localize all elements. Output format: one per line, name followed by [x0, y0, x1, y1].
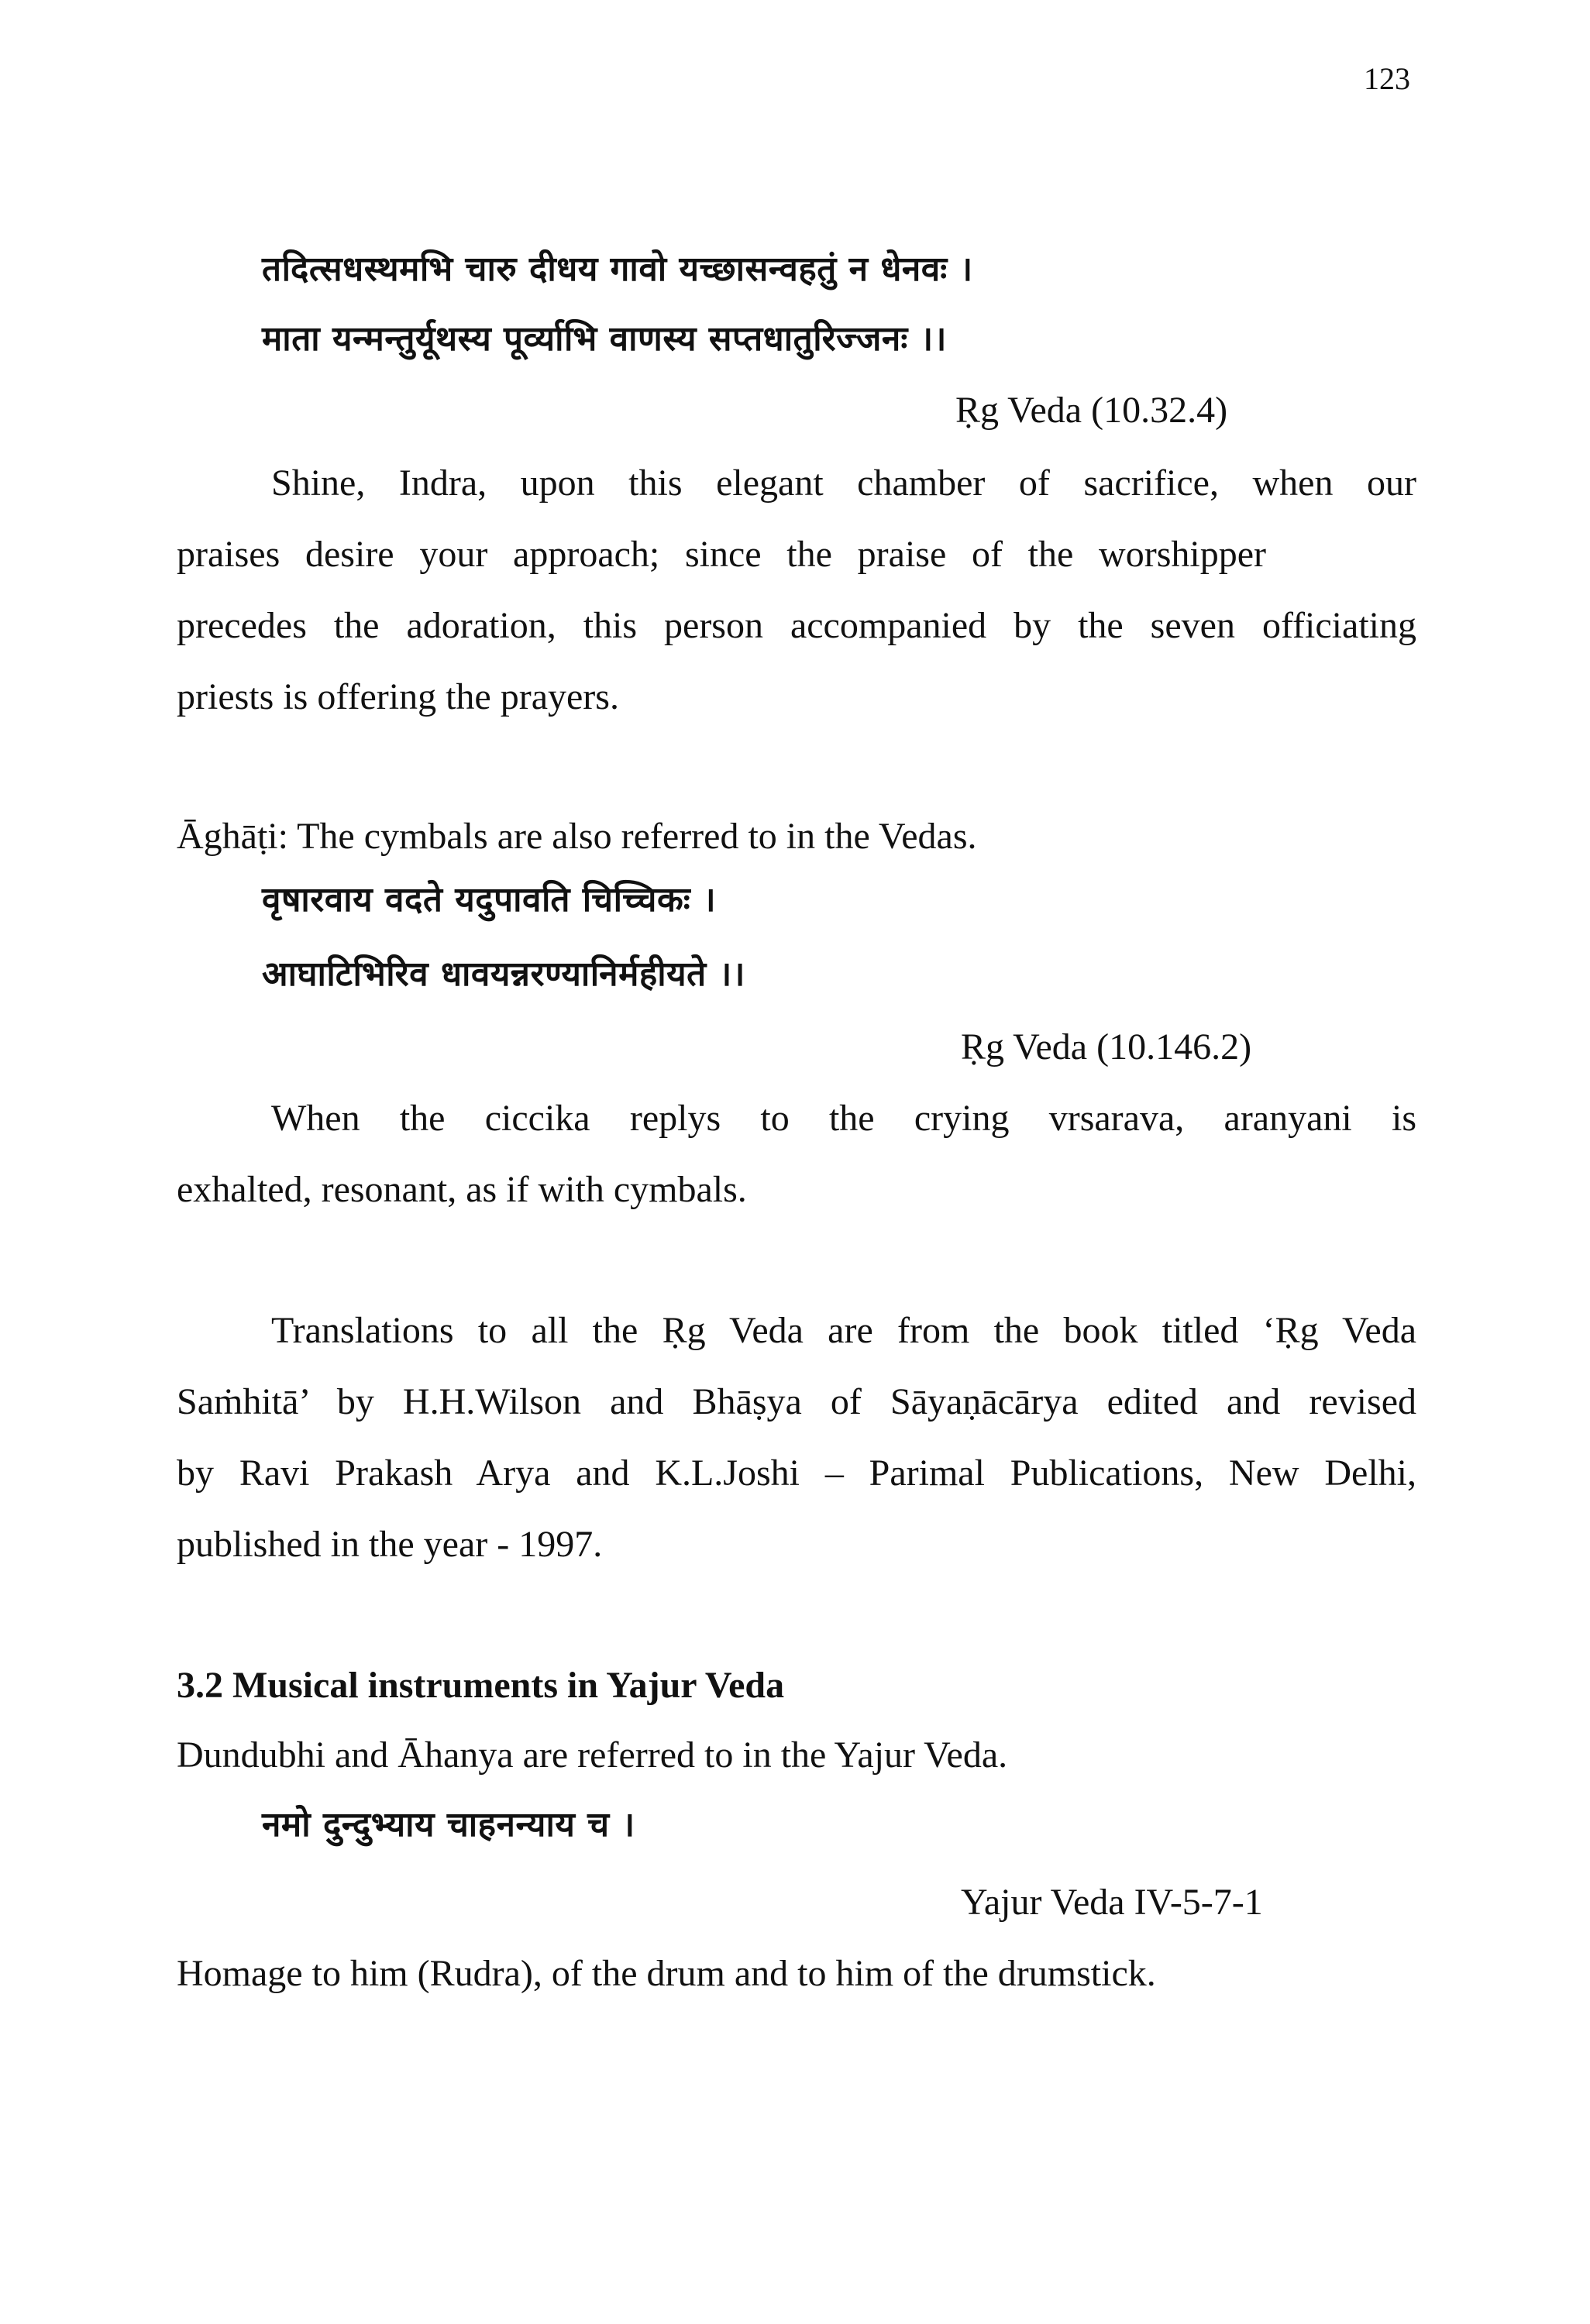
page-number: 123: [1364, 61, 1410, 96]
sanskrit-verse-3-line-1: नमो दुन्दुभ्याय चाहनन्याय च ।: [262, 1805, 635, 1844]
note-line-4: published in the year - 1997.: [177, 1524, 603, 1565]
aghati-intro: Āghāṭi: The cymbals are also referred to in the Vedas.: [177, 816, 977, 857]
translation-2-line-2: exhalted, resonant, as if with cymbals.: [177, 1169, 747, 1210]
verse-3-citation: Yajur Veda IV-5-7-1: [961, 1882, 1263, 1923]
homage-line: Homage to him (Rudra), of the drum and to him of the drumstick.: [177, 1953, 1156, 1994]
sanskrit-verse-2-line-2: आघाटिभिरिव धावयन्नरण्यानिर्महीयते ।।: [262, 954, 745, 994]
translation-1-line-4: priests is offering the prayers.: [177, 676, 619, 717]
note-line-3: by Ravi Prakash Arya and K.L.Joshi – Parimal Publications, New Delhi,: [177, 1452, 1416, 1494]
yajur-intro: Dundubhi and Āhanya are referred to in the Yajur Veda.: [177, 1734, 1008, 1776]
translation-1-line-2: praises desire your approach; since the praise of the worshipper: [177, 534, 1266, 575]
verse-1-citation: Ṛg Veda (10.32.4): [955, 390, 1228, 431]
translation-1-line-3: precedes the adoration, this person accompanied by the seven officiating: [177, 605, 1416, 646]
sanskrit-verse-1-line-1: तदित्सधस्थमभि चारु दीधय गावो यच्छासन्वहतुं न धेनवः ।: [262, 249, 973, 289]
translation-2-line-1: When the ciccika replys to the crying vrsarava, aranyani is: [271, 1098, 1416, 1139]
verse-2-citation: Ṛg Veda (10.146.2): [961, 1026, 1252, 1067]
note-line-2: Saṁhitā’ by H.H.Wilson and Bhāṣya of Sāyaṇācārya edited and revised: [177, 1381, 1416, 1422]
translation-1-line-1: Shine, Indra, upon this elegant chamber of sacrifice, when our: [271, 462, 1416, 504]
sanskrit-verse-2-line-1: वृषारवाय वदते यदुपावति चिच्चिकः ।: [262, 880, 717, 920]
sanskrit-verse-1-line-2: माता यन्मन्तुर्यूथस्य पूर्व्याभि वाणस्य सप्तधातुरिज्जनः ।।: [262, 319, 947, 359]
note-line-1: Translations to all the Ṛg Veda are from the book titled ‘Ṛg Veda: [271, 1310, 1416, 1351]
section-heading: 3.2 Musical instruments in Yajur Veda: [177, 1665, 785, 1706]
